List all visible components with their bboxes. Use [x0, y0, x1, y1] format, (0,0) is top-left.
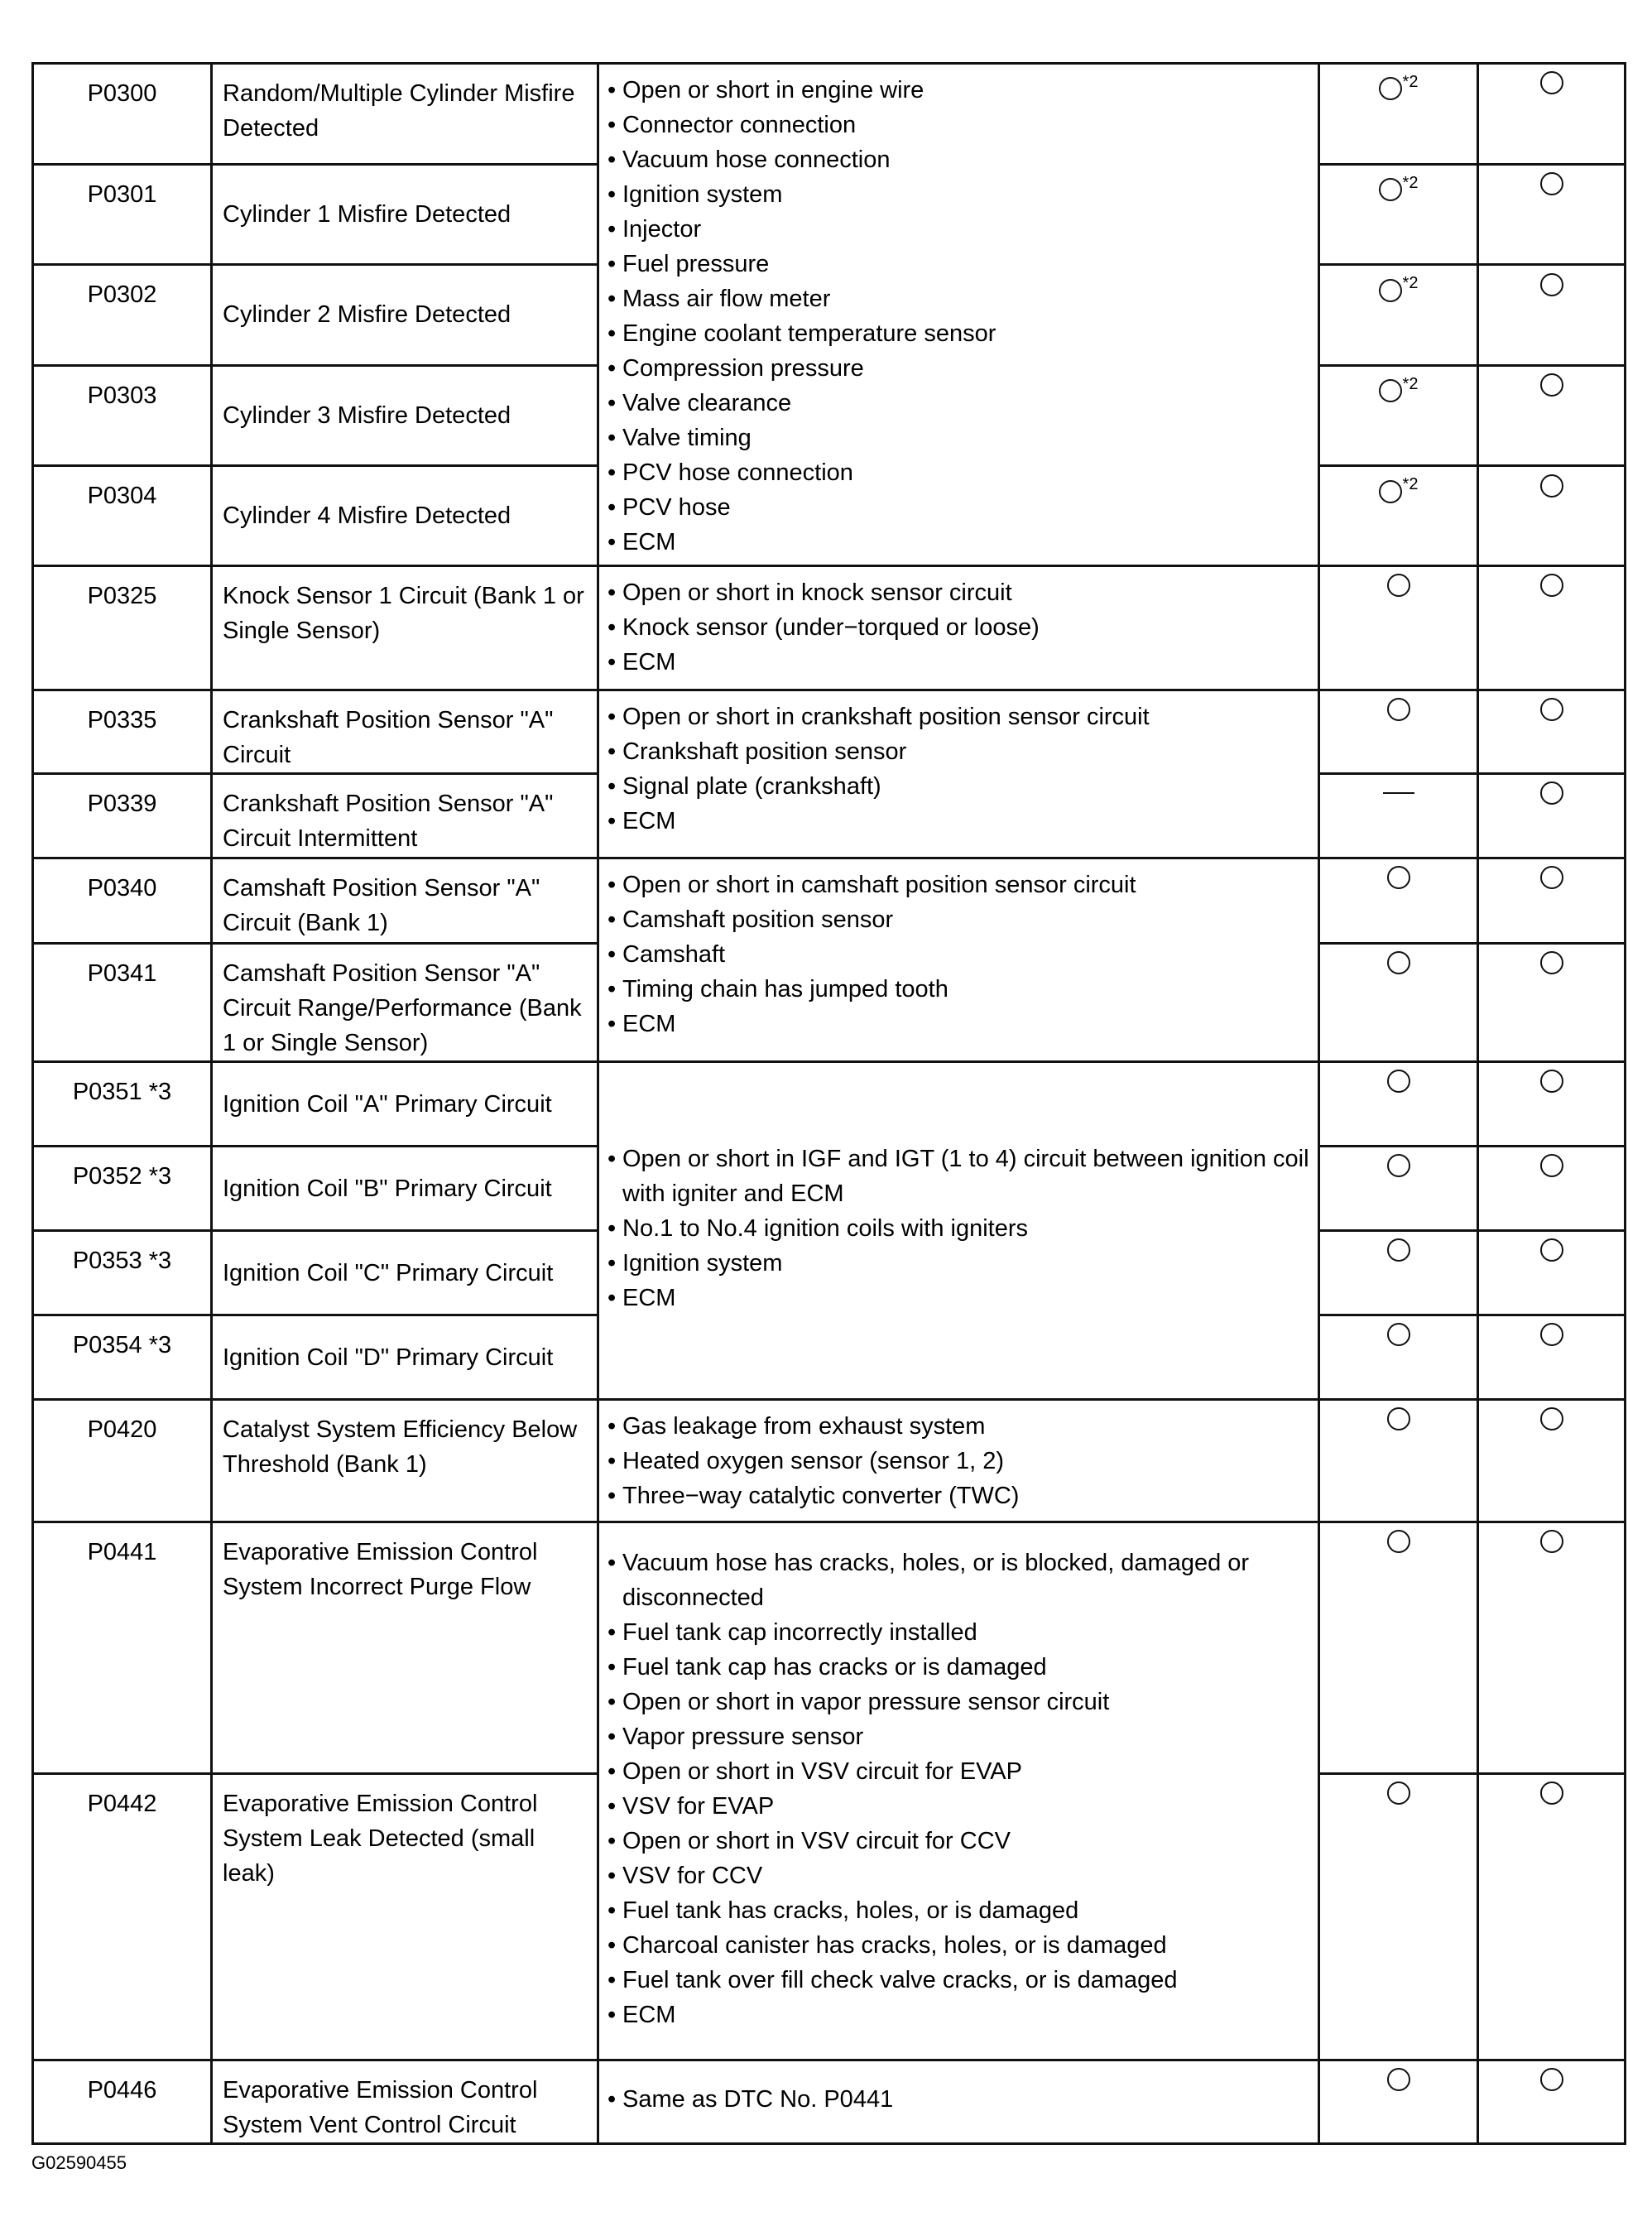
list-item: • VSV for CCV [607, 1858, 1311, 1893]
mark-col-2 [1478, 1315, 1626, 1400]
footnote-mark: *2 [1402, 173, 1419, 192]
circle-mark-icon [1379, 279, 1402, 302]
circle-mark-icon [1540, 71, 1563, 94]
list-item: • Three−way catalytic converter (TWC) [607, 1479, 1311, 1513]
mark-col-2 [1478, 858, 1626, 944]
list-item: • Ignition system [607, 177, 1311, 212]
mark-col-2 [1478, 1400, 1626, 1522]
list-item: • No.1 to No.4 ignition coils with igniters [607, 1211, 1311, 1246]
dtc-code: P0351 *3 [33, 1062, 212, 1147]
list-item: • Ignition system [607, 1246, 1311, 1281]
mark-col-2 [1478, 2060, 1626, 2144]
mark-col-1 [1319, 690, 1478, 774]
mark-col-1 [1319, 1315, 1478, 1400]
detection-item: Random/Multiple Cylinder Misfire Detected [212, 64, 598, 165]
mark-col-2 [1478, 265, 1626, 366]
mark-col-1 [1319, 2060, 1478, 2144]
circle-mark-icon [1379, 77, 1402, 100]
mark-col-1 [1319, 944, 1478, 1062]
footnote-mark: *2 [1402, 475, 1419, 494]
mark-col-2 [1478, 466, 1626, 566]
detection-item: Cylinder 1 Misfire Detected [212, 164, 598, 265]
list-item: • PCV hose connection [607, 455, 1311, 490]
list-item: • Open or short in IGF and IGT (1 to 4) circuit between ignition coil with igniter and ECM [607, 1142, 1311, 1211]
footnote-mark: *2 [1402, 274, 1419, 293]
table-row [33, 1522, 1626, 1774]
circle-mark-icon [1540, 474, 1563, 498]
circle-mark-icon [1387, 1154, 1410, 1177]
circle-mark-icon [1379, 379, 1402, 402]
dtc-code: P0339 [33, 774, 212, 858]
detection-item: Knock Sensor 1 Circuit (Bank 1 or Single Sensor) [212, 566, 598, 690]
dtc-code: P0304 [33, 466, 212, 566]
list-item: • Vacuum hose connection [607, 142, 1311, 177]
dtc-code: P0442 [33, 1774, 212, 2060]
list-item: • ECM [607, 525, 1311, 560]
table-row [33, 2060, 1626, 2144]
list-item: • Gas leakage from exhaust system [607, 1409, 1311, 1444]
list-item: • Crankshaft position sensor [607, 734, 1311, 769]
mark-col-1 [1319, 774, 1478, 858]
detection-item: Ignition Coil "A" Primary Circuit [212, 1062, 598, 1147]
list-item: • Heated oxygen sensor (sensor 1, 2) [607, 1444, 1311, 1479]
list-item: • Fuel tank has cracks, holes, or is damaged [607, 1893, 1311, 1928]
mark-col-1 [1319, 1774, 1478, 2060]
table-row [33, 690, 1626, 774]
list-item: • Fuel tank cap incorrectly installed [607, 1615, 1311, 1650]
mark-col-1 [1319, 164, 1478, 265]
circle-mark-icon [1387, 1530, 1410, 1553]
circle-mark-icon [1540, 1154, 1563, 1177]
dtc-code: P0301 [33, 164, 212, 265]
circle-mark-icon [1379, 178, 1402, 201]
list-item: • Vapor pressure sensor [607, 1719, 1311, 1754]
list-item: • VSV for EVAP [607, 1789, 1311, 1824]
mark-col-1 [1319, 1147, 1478, 1231]
circle-mark-icon [1387, 1781, 1410, 1805]
dtc-table-body [33, 64, 1626, 2144]
dtc-code: P0302 [33, 265, 212, 366]
circle-mark-icon [1540, 1323, 1563, 1346]
figure-id: G02590455 [31, 2152, 127, 2173]
detection-item: Ignition Coil "C" Primary Circuit [212, 1231, 598, 1315]
list-item: • Open or short in VSV circuit for EVAP [607, 1754, 1311, 1789]
mark-col-2 [1478, 690, 1626, 774]
circle-mark-icon [1540, 2068, 1563, 2091]
mark-col-1 [1319, 858, 1478, 944]
mark-col-1 [1319, 1522, 1478, 1774]
circle-mark-icon [1379, 480, 1402, 503]
list-item: • ECM [607, 1998, 1311, 2032]
detection-item: Cylinder 2 Misfire Detected [212, 265, 598, 366]
dtc-code: P0352 *3 [33, 1147, 212, 1231]
circle-mark-icon [1387, 1407, 1410, 1430]
circle-mark-icon [1387, 1238, 1410, 1262]
dtc-code: P0340 [33, 858, 212, 944]
detection-item: Evaporative Emission Control System Vent Control Circuit [212, 2060, 598, 2144]
list-item: • Open or short in engine wire [607, 73, 1311, 108]
trouble-area-list [607, 2082, 1311, 2117]
circle-mark-icon [1540, 373, 1563, 397]
detection-item: Ignition Coil "B" Primary Circuit [212, 1147, 598, 1231]
footnote-mark: *2 [1402, 374, 1419, 393]
circle-mark-icon [1387, 2068, 1410, 2091]
circle-mark-icon [1540, 1070, 1563, 1093]
circle-mark-icon [1540, 172, 1563, 195]
circle-mark-icon [1540, 1238, 1563, 1262]
list-item: • Engine coolant temperature sensor [607, 316, 1311, 351]
list-item: • ECM [607, 1007, 1311, 1041]
dtc-code: P0353 *3 [33, 1231, 212, 1315]
detection-item: Camshaft Position Sensor "A" Circuit (Bank 1) [212, 858, 598, 944]
trouble-area [598, 1062, 1319, 1400]
circle-mark-icon [1540, 866, 1563, 889]
trouble-area-list [607, 73, 1311, 560]
table-row [33, 566, 1626, 690]
mark-col-1 [1319, 1400, 1478, 1522]
dtc-code: P0325 [33, 566, 212, 690]
detection-item: Crankshaft Position Sensor "A" Circuit Intermittent [212, 774, 598, 858]
dtc-code: P0354 *3 [33, 1315, 212, 1400]
table-row [33, 64, 1626, 165]
list-item: • Open or short in camshaft position sensor circuit [607, 868, 1311, 902]
dash-mark-icon [1383, 792, 1414, 794]
trouble-area [598, 566, 1319, 690]
detection-item: Camshaft Position Sensor "A" Circuit Range/Performance (Bank 1 or Single Sensor) [212, 944, 598, 1062]
mark-col-1 [1319, 466, 1478, 566]
mark-col-2 [1478, 566, 1626, 690]
list-item: • Same as DTC No. P0441 [607, 2082, 1311, 2117]
list-item: • Vacuum hose has cracks, holes, or is blocked, damaged or disconnected [607, 1546, 1311, 1615]
list-item: • Compression pressure [607, 351, 1311, 386]
trouble-area [598, 1400, 1319, 1522]
trouble-area-list [607, 700, 1311, 839]
list-item: • Camshaft position sensor [607, 902, 1311, 937]
detection-item: Crankshaft Position Sensor "A" Circuit [212, 690, 598, 774]
mark-col-2 [1478, 1062, 1626, 1147]
mark-col-2 [1478, 774, 1626, 858]
dtc-code: P0341 [33, 944, 212, 1062]
list-item: • ECM [607, 645, 1311, 680]
dtc-code: P0420 [33, 1400, 212, 1522]
mark-col-2 [1478, 944, 1626, 1062]
table-row [33, 1062, 1626, 1147]
trouble-area-list [607, 1546, 1311, 2032]
trouble-area [598, 64, 1319, 566]
detection-item: Evaporative Emission Control System Incorrect Purge Flow [212, 1522, 598, 1774]
trouble-area [598, 858, 1319, 1062]
dtc-code: P0335 [33, 690, 212, 774]
trouble-area-list [607, 1409, 1311, 1513]
list-item: • Signal plate (crankshaft) [607, 769, 1311, 804]
table-row [33, 858, 1626, 944]
list-item: • Open or short in VSV circuit for CCV [607, 1824, 1311, 1858]
circle-mark-icon [1387, 574, 1410, 597]
trouble-area-list [607, 868, 1311, 1041]
mark-col-2 [1478, 1231, 1626, 1315]
mark-col-2 [1478, 164, 1626, 265]
list-item: • Open or short in knock sensor circuit [607, 575, 1311, 610]
mark-col-1 [1319, 365, 1478, 466]
trouble-area-list [607, 1142, 1311, 1315]
dtc-code: P0303 [33, 365, 212, 466]
mark-col-2 [1478, 1774, 1626, 2060]
list-item: • Camshaft [607, 937, 1311, 972]
circle-mark-icon [1387, 1070, 1410, 1093]
list-item: • Fuel pressure [607, 247, 1311, 281]
mark-col-1 [1319, 265, 1478, 366]
dtc-code: P0441 [33, 1522, 212, 1774]
list-item: • ECM [607, 804, 1311, 839]
mark-col-1 [1319, 1231, 1478, 1315]
table-row [33, 1400, 1626, 1522]
mark-col-1 [1319, 1062, 1478, 1147]
list-item: • Open or short in crankshaft position sensor circuit [607, 700, 1311, 734]
dtc-code: P0446 [33, 2060, 212, 2144]
circle-mark-icon [1387, 1323, 1410, 1346]
list-item: • Injector [607, 212, 1311, 247]
detection-item: Cylinder 3 Misfire Detected [212, 365, 598, 466]
circle-mark-icon [1540, 1407, 1563, 1430]
dtc-table [31, 62, 1626, 2145]
dtc-code: P0300 [33, 64, 212, 165]
trouble-area-list [607, 575, 1311, 680]
footnote-mark: *2 [1402, 73, 1419, 91]
list-item: • Valve clearance [607, 386, 1311, 421]
mark-col-1 [1319, 566, 1478, 690]
detection-item: Evaporative Emission Control System Leak Detected (small leak) [212, 1774, 598, 2060]
trouble-area [598, 690, 1319, 858]
list-item: • Knock sensor (under−torqued or loose) [607, 610, 1311, 645]
circle-mark-icon [1387, 951, 1410, 974]
circle-mark-icon [1540, 951, 1563, 974]
circle-mark-icon [1387, 698, 1410, 721]
list-item: • Timing chain has jumped tooth [607, 972, 1311, 1007]
circle-mark-icon [1540, 273, 1563, 296]
circle-mark-icon [1387, 866, 1410, 889]
mark-col-2 [1478, 64, 1626, 165]
detection-item: Ignition Coil "D" Primary Circuit [212, 1315, 598, 1400]
list-item: • PCV hose [607, 490, 1311, 525]
list-item: • Connector connection [607, 108, 1311, 142]
circle-mark-icon [1540, 574, 1563, 597]
mark-col-2 [1478, 1147, 1626, 1231]
trouble-area [598, 1522, 1319, 2060]
detection-item: Cylinder 4 Misfire Detected [212, 466, 598, 566]
mark-col-2 [1478, 1522, 1626, 1774]
circle-mark-icon [1540, 698, 1563, 721]
list-item: • ECM [607, 1281, 1311, 1315]
mark-col-2 [1478, 365, 1626, 466]
trouble-area [598, 2060, 1319, 2144]
list-item: • Fuel tank cap has cracks or is damaged [607, 1650, 1311, 1685]
circle-mark-icon [1540, 1530, 1563, 1553]
list-item: • Mass air flow meter [607, 281, 1311, 316]
circle-mark-icon [1540, 781, 1563, 805]
list-item: • Fuel tank over fill check valve cracks, or is damaged [607, 1963, 1311, 1998]
mark-col-1 [1319, 64, 1478, 165]
list-item: • Open or short in vapor pressure sensor circuit [607, 1685, 1311, 1719]
list-item: • Charcoal canister has cracks, holes, or is damaged [607, 1928, 1311, 1963]
list-item: • Valve timing [607, 421, 1311, 455]
circle-mark-icon [1540, 1781, 1563, 1805]
detection-item: Catalyst System Efficiency Below Threshold (Bank 1) [212, 1400, 598, 1522]
